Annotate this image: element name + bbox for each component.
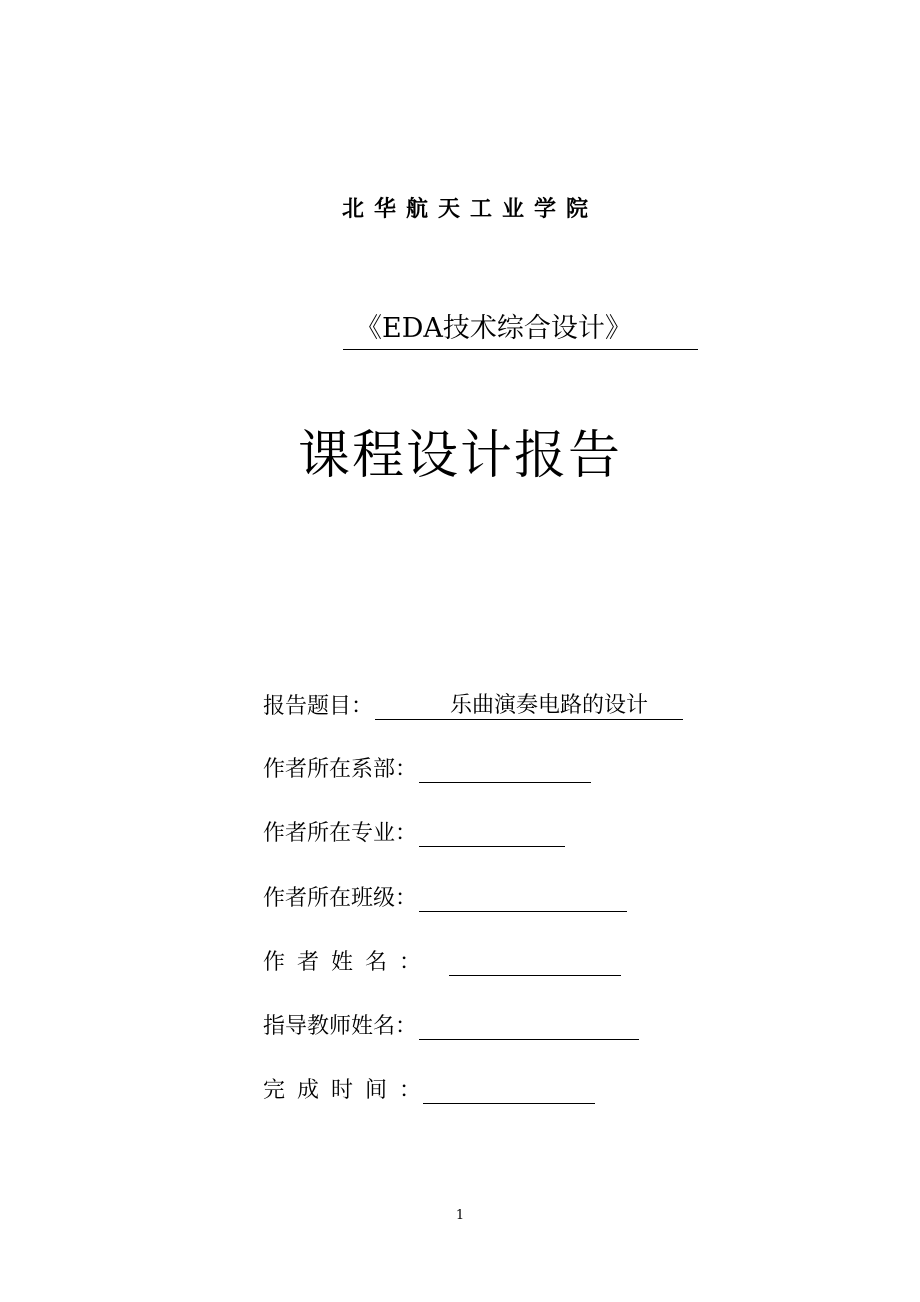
field-value-line: [419, 756, 591, 783]
field-author-name: [263, 944, 621, 976]
field-value-line: [449, 949, 621, 976]
report-title: 课程设计报告: [297, 426, 622, 486]
page-number: 1: [455, 1208, 465, 1223]
field-label: 作者所在专业：: [263, 821, 418, 846]
field-department: [263, 751, 591, 783]
course-title: 《EDA技术综合设计》: [343, 306, 698, 350]
field-completion-time: [263, 1072, 595, 1104]
field-value-line: [423, 1077, 595, 1104]
field-major: [263, 815, 565, 847]
field-label: 作者所在班级：: [263, 886, 418, 911]
field-label: 指导教师姓名：: [263, 1014, 418, 1039]
field-label: 作者姓名：: [263, 950, 434, 975]
field-report-topic: [263, 688, 683, 720]
field-label: 完成时间：: [263, 1078, 434, 1103]
field-value-line: [419, 820, 565, 847]
field-value-line: [419, 885, 627, 912]
field-label: 报告题目：: [263, 694, 374, 719]
field-advisor-name: [263, 1008, 639, 1040]
field-label: 作者所在系部：: [263, 757, 418, 782]
field-class: [263, 880, 627, 912]
field-value-line: 乐曲演奏电路的设计: [375, 693, 683, 720]
field-value-line: [419, 1013, 639, 1040]
institution-name: 北华航天工业学院: [341, 197, 598, 222]
